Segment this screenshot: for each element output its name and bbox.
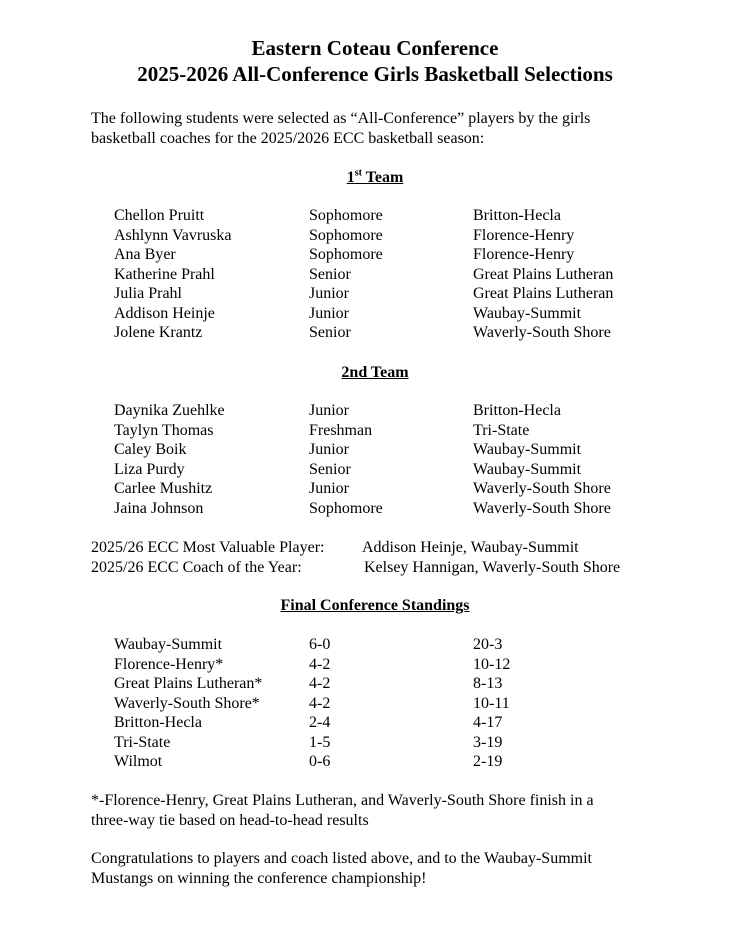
second-team-player-name: Taylyn Thomas <box>114 421 214 439</box>
first-team-player-name: Addison Heinje <box>114 304 215 322</box>
second-team-player-year: Junior <box>309 480 349 497</box>
standings-row-conference-record: 2-4 <box>309 714 331 731</box>
second-team-player-name: Caley Boik <box>114 441 187 458</box>
second-team-player-school: Waverly-South Shore <box>473 480 611 497</box>
standings-row-team: Britton-Hecla <box>114 714 202 731</box>
closing-line-1: Congratulations to players and coach listed above, and to the Waubay-Summit <box>91 850 592 867</box>
standings-row-overall-record: 20-3 <box>473 636 503 653</box>
standings-heading-text: Final Conference Standings <box>280 597 470 614</box>
first-team-player <box>0 245 750 265</box>
second-team-list <box>0 401 750 518</box>
second-team-player <box>0 421 750 441</box>
second-team-player-school: Waubay-Summit <box>473 460 582 478</box>
first-team-player-year: Sophomore <box>309 207 383 224</box>
standings-row-overall-record: 2-19 <box>473 753 503 770</box>
coach-value: Kelsey Hannigan, Waverly-South Shore <box>364 558 621 576</box>
standings-row-overall-record: 3-19 <box>473 733 503 751</box>
second-team-player <box>0 460 750 480</box>
second-team-player-name: Liza Purdy <box>114 460 185 478</box>
standings-row-conference-record: 4-2 <box>309 694 331 712</box>
standings-row-team: Waubay-Summit <box>114 636 223 653</box>
first-team-player-school: Florence-Henry <box>473 246 575 263</box>
intro-line-1: The following students were selected as “All-Conference” players by the girls <box>91 110 591 127</box>
first-team-player-school: Great Plains Lutheran <box>473 265 614 283</box>
footnote <box>91 791 731 830</box>
first-team-heading-num: 1 <box>346 169 355 186</box>
first-team-player <box>0 206 750 226</box>
closing-paragraph <box>91 849 731 888</box>
coach-label: 2025/26 ECC Coach of the Year: <box>91 558 302 576</box>
first-team-player-name: Jolene Krantz <box>114 324 203 341</box>
standings-row <box>0 655 750 675</box>
first-team-player-school: Waubay-Summit <box>473 304 582 322</box>
first-team-heading-sup: st <box>354 167 362 179</box>
second-team-player-year: Junior <box>309 402 349 419</box>
awards-section <box>0 538 750 577</box>
second-team-heading-text: 2nd Team <box>341 364 409 381</box>
first-team-player-name: Katherine Prahl <box>114 265 215 283</box>
first-team-heading <box>0 168 750 187</box>
standings-list <box>0 635 750 772</box>
footnote-line-2: three-way tie based on head-to-head results <box>91 811 369 829</box>
standings-row <box>0 733 750 753</box>
first-team-player-name: Julia Prahl <box>114 285 182 302</box>
closing-line-2: Mustangs on winning the conference championship! <box>91 869 427 887</box>
footnote-line-1: *-Florence-Henry, Great Plains Lutheran, and Waverly-South Shore finish in a <box>91 792 594 809</box>
first-team-player <box>0 226 750 246</box>
second-team-player <box>0 499 750 519</box>
standings-row-conference-record: 0-6 <box>309 753 331 770</box>
second-team-player-year: Junior <box>309 441 349 458</box>
intro-line-2: basketball coaches for the 2025/2026 ECC basketball season: <box>91 129 485 147</box>
document-title <box>0 35 750 87</box>
first-team-player-year: Junior <box>309 285 349 302</box>
standings-row-team: Tri-State <box>114 733 171 751</box>
second-team-player-name: Jaina Johnson <box>114 499 204 517</box>
second-team-player-year: Senior <box>309 460 351 478</box>
first-team-player <box>0 323 750 343</box>
first-team-player <box>0 284 750 304</box>
standings-row <box>0 635 750 655</box>
first-team-list <box>0 206 750 343</box>
second-team-player-year: Sophomore <box>309 499 383 517</box>
standings-row-conference-record: 1-5 <box>309 733 331 751</box>
second-team-player-school: Waverly-South Shore <box>473 499 611 517</box>
first-team-player-year: Sophomore <box>309 246 383 263</box>
second-team-player-school: Waubay-Summit <box>473 441 582 458</box>
standings-row-overall-record: 10-12 <box>473 655 511 673</box>
first-team-player-year: Sophomore <box>309 226 383 244</box>
first-team-player-year: Senior <box>309 324 351 341</box>
first-team-player-school: Britton-Hecla <box>473 207 561 224</box>
standings-row <box>0 713 750 733</box>
standings-row-team: Florence-Henry* <box>114 655 224 673</box>
standings-row-team: Waverly-South Shore* <box>114 694 260 712</box>
mvp-label: 2025/26 ECC Most Valuable Player: <box>91 539 325 556</box>
second-team-player <box>0 440 750 460</box>
mvp-value: Addison Heinje, Waubay-Summit <box>362 539 579 556</box>
standings-row-team: Wilmot <box>114 753 163 770</box>
standings-row-overall-record: 4-17 <box>473 714 503 731</box>
second-team-player <box>0 479 750 499</box>
first-team-player-name: Ashlynn Vavruska <box>114 226 232 244</box>
second-team-player <box>0 401 750 421</box>
standings-row-conference-record: 4-2 <box>309 675 331 692</box>
second-team-player-year: Freshman <box>309 421 373 439</box>
second-team-heading <box>0 363 750 382</box>
standings-row-overall-record: 8-13 <box>473 675 503 692</box>
standings-row <box>0 694 750 714</box>
first-team-player-school: Waverly-South Shore <box>473 324 611 341</box>
title-line-1: Eastern Coteau Conference <box>251 36 499 60</box>
first-team-player-year: Junior <box>309 304 349 322</box>
mvp-row <box>0 538 750 558</box>
first-team-player-school: Florence-Henry <box>473 226 575 244</box>
second-team-player-name: Daynika Zuehlke <box>114 402 225 419</box>
second-team-player-school: Tri-State <box>473 421 530 439</box>
intro-paragraph <box>91 109 691 148</box>
first-team-heading-text <box>347 169 404 186</box>
standings-row-conference-record: 6-0 <box>309 636 331 653</box>
first-team-player-school: Great Plains Lutheran <box>473 285 614 302</box>
first-team-player-name: Ana Byer <box>114 246 176 263</box>
first-team-player-year: Senior <box>309 265 351 283</box>
standings-heading <box>0 596 750 615</box>
standings-row-overall-record: 10-11 <box>473 694 510 712</box>
first-team-player-name: Chellon Pruitt <box>114 207 205 224</box>
first-team-heading-word: Team <box>365 169 404 186</box>
second-team-player-name: Carlee Mushitz <box>114 480 213 497</box>
standings-row <box>0 752 750 772</box>
title-line-2: 2025-2026 All-Conference Girls Basketball Selections <box>137 62 613 86</box>
first-team-player <box>0 304 750 324</box>
standings-row-team: Great Plains Lutheran* <box>114 675 263 692</box>
standings-row <box>0 674 750 694</box>
standings-row-conference-record: 4-2 <box>309 655 331 673</box>
coach-row <box>0 558 750 578</box>
first-team-player <box>0 265 750 285</box>
second-team-player-school: Britton-Hecla <box>473 402 561 419</box>
